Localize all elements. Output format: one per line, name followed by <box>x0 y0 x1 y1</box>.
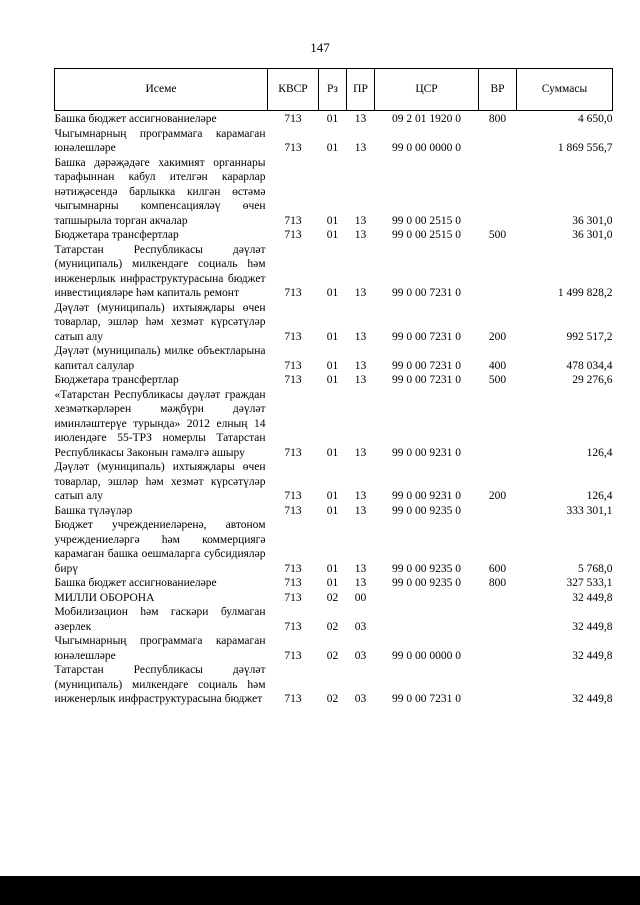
row-name: Башка бюджет ассигнованиеләре <box>54 577 217 589</box>
row-rz: 02 <box>326 693 339 705</box>
row-vr <box>479 156 517 229</box>
row-kvsr: 713 <box>284 620 302 633</box>
row-csr: 99 0 00 7231 0 <box>392 287 461 299</box>
row-pr: 13 <box>354 577 367 589</box>
row-sum: 333 301,1 <box>566 504 613 517</box>
row-vr: 400 <box>488 359 507 372</box>
header-csr: ЦСР <box>375 69 479 111</box>
row-csr: 99 0 00 7231 0 <box>392 330 461 343</box>
row-kvsr: 713 <box>284 330 302 343</box>
row-sum: 32 449,8 <box>572 591 613 604</box>
row-sum: 5 768,0 <box>578 562 613 575</box>
header-vr: ВР <box>479 69 517 111</box>
row-kvsr: 713 <box>284 591 302 604</box>
row-sum: 1 499 828,2 <box>557 287 613 299</box>
row-vr <box>479 504 517 519</box>
row-pr: 13 <box>354 330 367 343</box>
row-kvsr: 713 <box>284 562 302 575</box>
table-row <box>55 243 613 301</box>
row-pr: 03 <box>354 693 367 705</box>
row-kvsr: 713 <box>284 649 302 662</box>
row-name: Бюджетара трансфертлар <box>54 374 179 386</box>
row-csr <box>375 605 479 634</box>
row-name: Башка дәрәҗәдәге хакимият органнары тарафыннан кабул ителгән карарлар нәтиҗәсендә барлыкка килгән өстәмә чыгымнарны компенсацияләү өчен тапшырыла торган акчалар <box>54 156 266 227</box>
scan-bottom-border <box>0 876 640 905</box>
row-kvsr: 713 <box>284 446 302 459</box>
row-sum: 126,4 <box>586 446 613 459</box>
row-rz: 01 <box>326 287 339 299</box>
row-rz: 01 <box>326 490 339 502</box>
row-vr <box>479 127 517 156</box>
row-vr: 800 <box>488 577 507 589</box>
row-kvsr: 713 <box>284 577 302 589</box>
row-csr: 99 0 00 7231 0 <box>392 374 461 386</box>
row-pr: 13 <box>354 504 367 517</box>
table-row <box>55 228 613 243</box>
row-rz: 01 <box>326 577 339 589</box>
row-vr: 800 <box>488 113 507 125</box>
row-csr: 09 2 01 1920 0 <box>392 113 461 125</box>
header-rz: Рз <box>319 69 347 111</box>
row-csr: 99 0 00 9235 0 <box>392 562 461 575</box>
row-name: Бюджет учреждениеләренә, автоном учреждениеләргә һәм коммерциягә карамаган башка оешмаларга субсидияләр бирү <box>54 519 266 575</box>
row-csr: 99 0 00 9231 0 <box>392 490 461 502</box>
row-vr: 200 <box>488 330 507 343</box>
row-kvsr: 713 <box>284 142 302 154</box>
page-number: 147 <box>310 40 330 55</box>
row-vr <box>479 388 517 461</box>
row-csr: 99 0 00 7231 0 <box>392 359 461 372</box>
table-row <box>55 634 613 663</box>
row-sum: 1 869 556,7 <box>557 142 613 154</box>
budget-table <box>54 68 613 707</box>
row-name: Дәүләт (муниципаль) ихтыяҗлары өчен товарлар, эшләр һәм хезмәт күрсәтүләр сатып алу <box>54 301 266 343</box>
row-kvsr: 713 <box>284 693 302 705</box>
table-row <box>55 663 613 707</box>
row-kvsr: 713 <box>284 214 302 227</box>
table-row <box>55 373 613 388</box>
row-rz: 01 <box>326 562 339 575</box>
row-name: Башка түләүләр <box>54 504 133 517</box>
row-csr: 99 0 00 0000 0 <box>392 142 461 154</box>
table-row <box>55 111 613 127</box>
row-sum: 32 449,8 <box>572 620 613 633</box>
row-rz: 01 <box>326 214 339 227</box>
row-pr: 03 <box>354 620 367 633</box>
row-pr: 13 <box>354 562 367 575</box>
row-sum: 32 449,8 <box>572 693 613 705</box>
row-kvsr: 713 <box>284 229 302 241</box>
row-vr: 600 <box>488 562 507 575</box>
row-vr <box>479 591 517 606</box>
row-csr: 99 0 00 0000 0 <box>392 649 461 662</box>
header-sum: Суммасы <box>517 69 613 111</box>
row-pr: 03 <box>354 649 367 662</box>
table-row <box>55 518 613 576</box>
row-pr: 13 <box>354 113 367 125</box>
row-rz: 01 <box>326 229 339 241</box>
row-sum: 478 034,4 <box>566 359 613 372</box>
row-csr: 99 0 00 7231 0 <box>392 693 461 705</box>
row-rz: 01 <box>326 359 339 372</box>
row-pr: 00 <box>354 591 367 604</box>
table-row <box>55 591 613 606</box>
row-name: МИЛЛИ ОБОРОНА <box>54 591 155 604</box>
row-vr <box>479 243 517 301</box>
row-vr: 200 <box>488 490 507 502</box>
row-csr: 99 0 00 2515 0 <box>392 214 461 227</box>
row-pr: 13 <box>354 374 367 386</box>
row-kvsr: 713 <box>284 287 302 299</box>
table-row <box>55 504 613 519</box>
row-kvsr: 713 <box>284 504 302 517</box>
row-vr <box>479 605 517 634</box>
row-pr: 13 <box>354 359 367 372</box>
row-rz: 01 <box>326 142 339 154</box>
row-rz: 02 <box>326 591 339 604</box>
row-name: Мобилизацион һәм гаскәри булмаган әзерлек <box>54 606 266 633</box>
row-rz: 02 <box>326 620 339 633</box>
row-vr: 500 <box>488 229 507 241</box>
row-name: Чыгымнарның программага карамаган юнәлешләре <box>54 127 266 154</box>
row-pr: 13 <box>354 287 367 299</box>
table-row <box>55 576 613 591</box>
row-sum: 126,4 <box>586 490 613 502</box>
header-name: Исеме <box>55 69 268 111</box>
row-name: Дәүләт (муниципаль) милке объектларына капитал салулар <box>54 345 266 372</box>
table-row <box>55 344 613 373</box>
row-csr: 99 0 00 2515 0 <box>392 229 461 241</box>
row-csr: 99 0 00 9235 0 <box>392 504 461 517</box>
row-pr: 13 <box>354 214 367 227</box>
row-kvsr: 713 <box>284 490 302 502</box>
row-vr: 500 <box>488 374 507 386</box>
row-name: Татарстан Республикасы дәүләт (муниципаль) милкендәге социаль һәм инженерлык инфраструктурасына бюджет <box>54 664 266 705</box>
table-row <box>55 388 613 461</box>
row-sum: 29 276,6 <box>572 374 613 386</box>
row-sum: 327 533,1 <box>566 577 613 589</box>
row-rz: 01 <box>326 446 339 459</box>
row-name: Бюджетара трансфертлар <box>54 229 179 241</box>
table-header <box>55 69 613 111</box>
row-name: «Татарстан Республикасы дәүләт граждан хезмәткәрләрен мәҗбүри дәүләт иминләштерүе турында» 2012 елның 14 июлендәге 55-ТРЗ номерлы Татарстан Республикасы Законын гамәлгә ашыру <box>54 388 266 459</box>
row-name: Татарстан Республикасы дәүләт (муниципаль) милкендәге социаль һәм инженерлык инфраструктурасына бюджет инвестицияләре һәм капиталь ремонт <box>54 243 266 299</box>
row-sum: 36 301,0 <box>572 214 613 227</box>
row-kvsr: 713 <box>284 374 302 386</box>
row-rz: 02 <box>326 649 339 662</box>
row-csr <box>375 591 479 606</box>
row-rz: 01 <box>326 113 339 125</box>
table-row <box>55 460 613 504</box>
table-row <box>55 605 613 634</box>
row-sum: 36 301,0 <box>572 229 613 241</box>
row-rz: 01 <box>326 504 339 517</box>
row-csr: 99 0 00 9231 0 <box>392 446 461 459</box>
row-name: Дәүләт (муниципаль) ихтыяҗлары өчен товарлар, эшләр һәм хезмәт күрсәтүләр сатып алу <box>54 461 266 502</box>
row-name: Чыгымнарның программага карамаган юнәлешләре <box>54 635 266 662</box>
row-sum: 32 449,8 <box>572 649 613 662</box>
table-row <box>55 301 613 345</box>
row-csr: 99 0 00 9235 0 <box>392 577 461 589</box>
row-pr: 13 <box>354 142 367 154</box>
row-kvsr: 713 <box>284 359 302 372</box>
row-pr: 13 <box>354 446 367 459</box>
table-row <box>55 127 613 156</box>
table-row <box>55 156 613 229</box>
row-rz: 01 <box>326 374 339 386</box>
row-pr: 13 <box>354 490 367 502</box>
row-name: Башка бюджет ассигнованиеләре <box>54 113 217 125</box>
row-vr <box>479 663 517 707</box>
row-kvsr: 713 <box>284 113 302 125</box>
row-pr: 13 <box>354 229 367 241</box>
row-sum: 992 517,2 <box>566 330 613 343</box>
header-kvsr: КВСР <box>268 69 319 111</box>
header-pr: ПР <box>347 69 375 111</box>
row-vr <box>479 634 517 663</box>
row-rz: 01 <box>326 330 339 343</box>
table-body <box>55 111 613 707</box>
row-sum: 4 650,0 <box>578 113 613 125</box>
